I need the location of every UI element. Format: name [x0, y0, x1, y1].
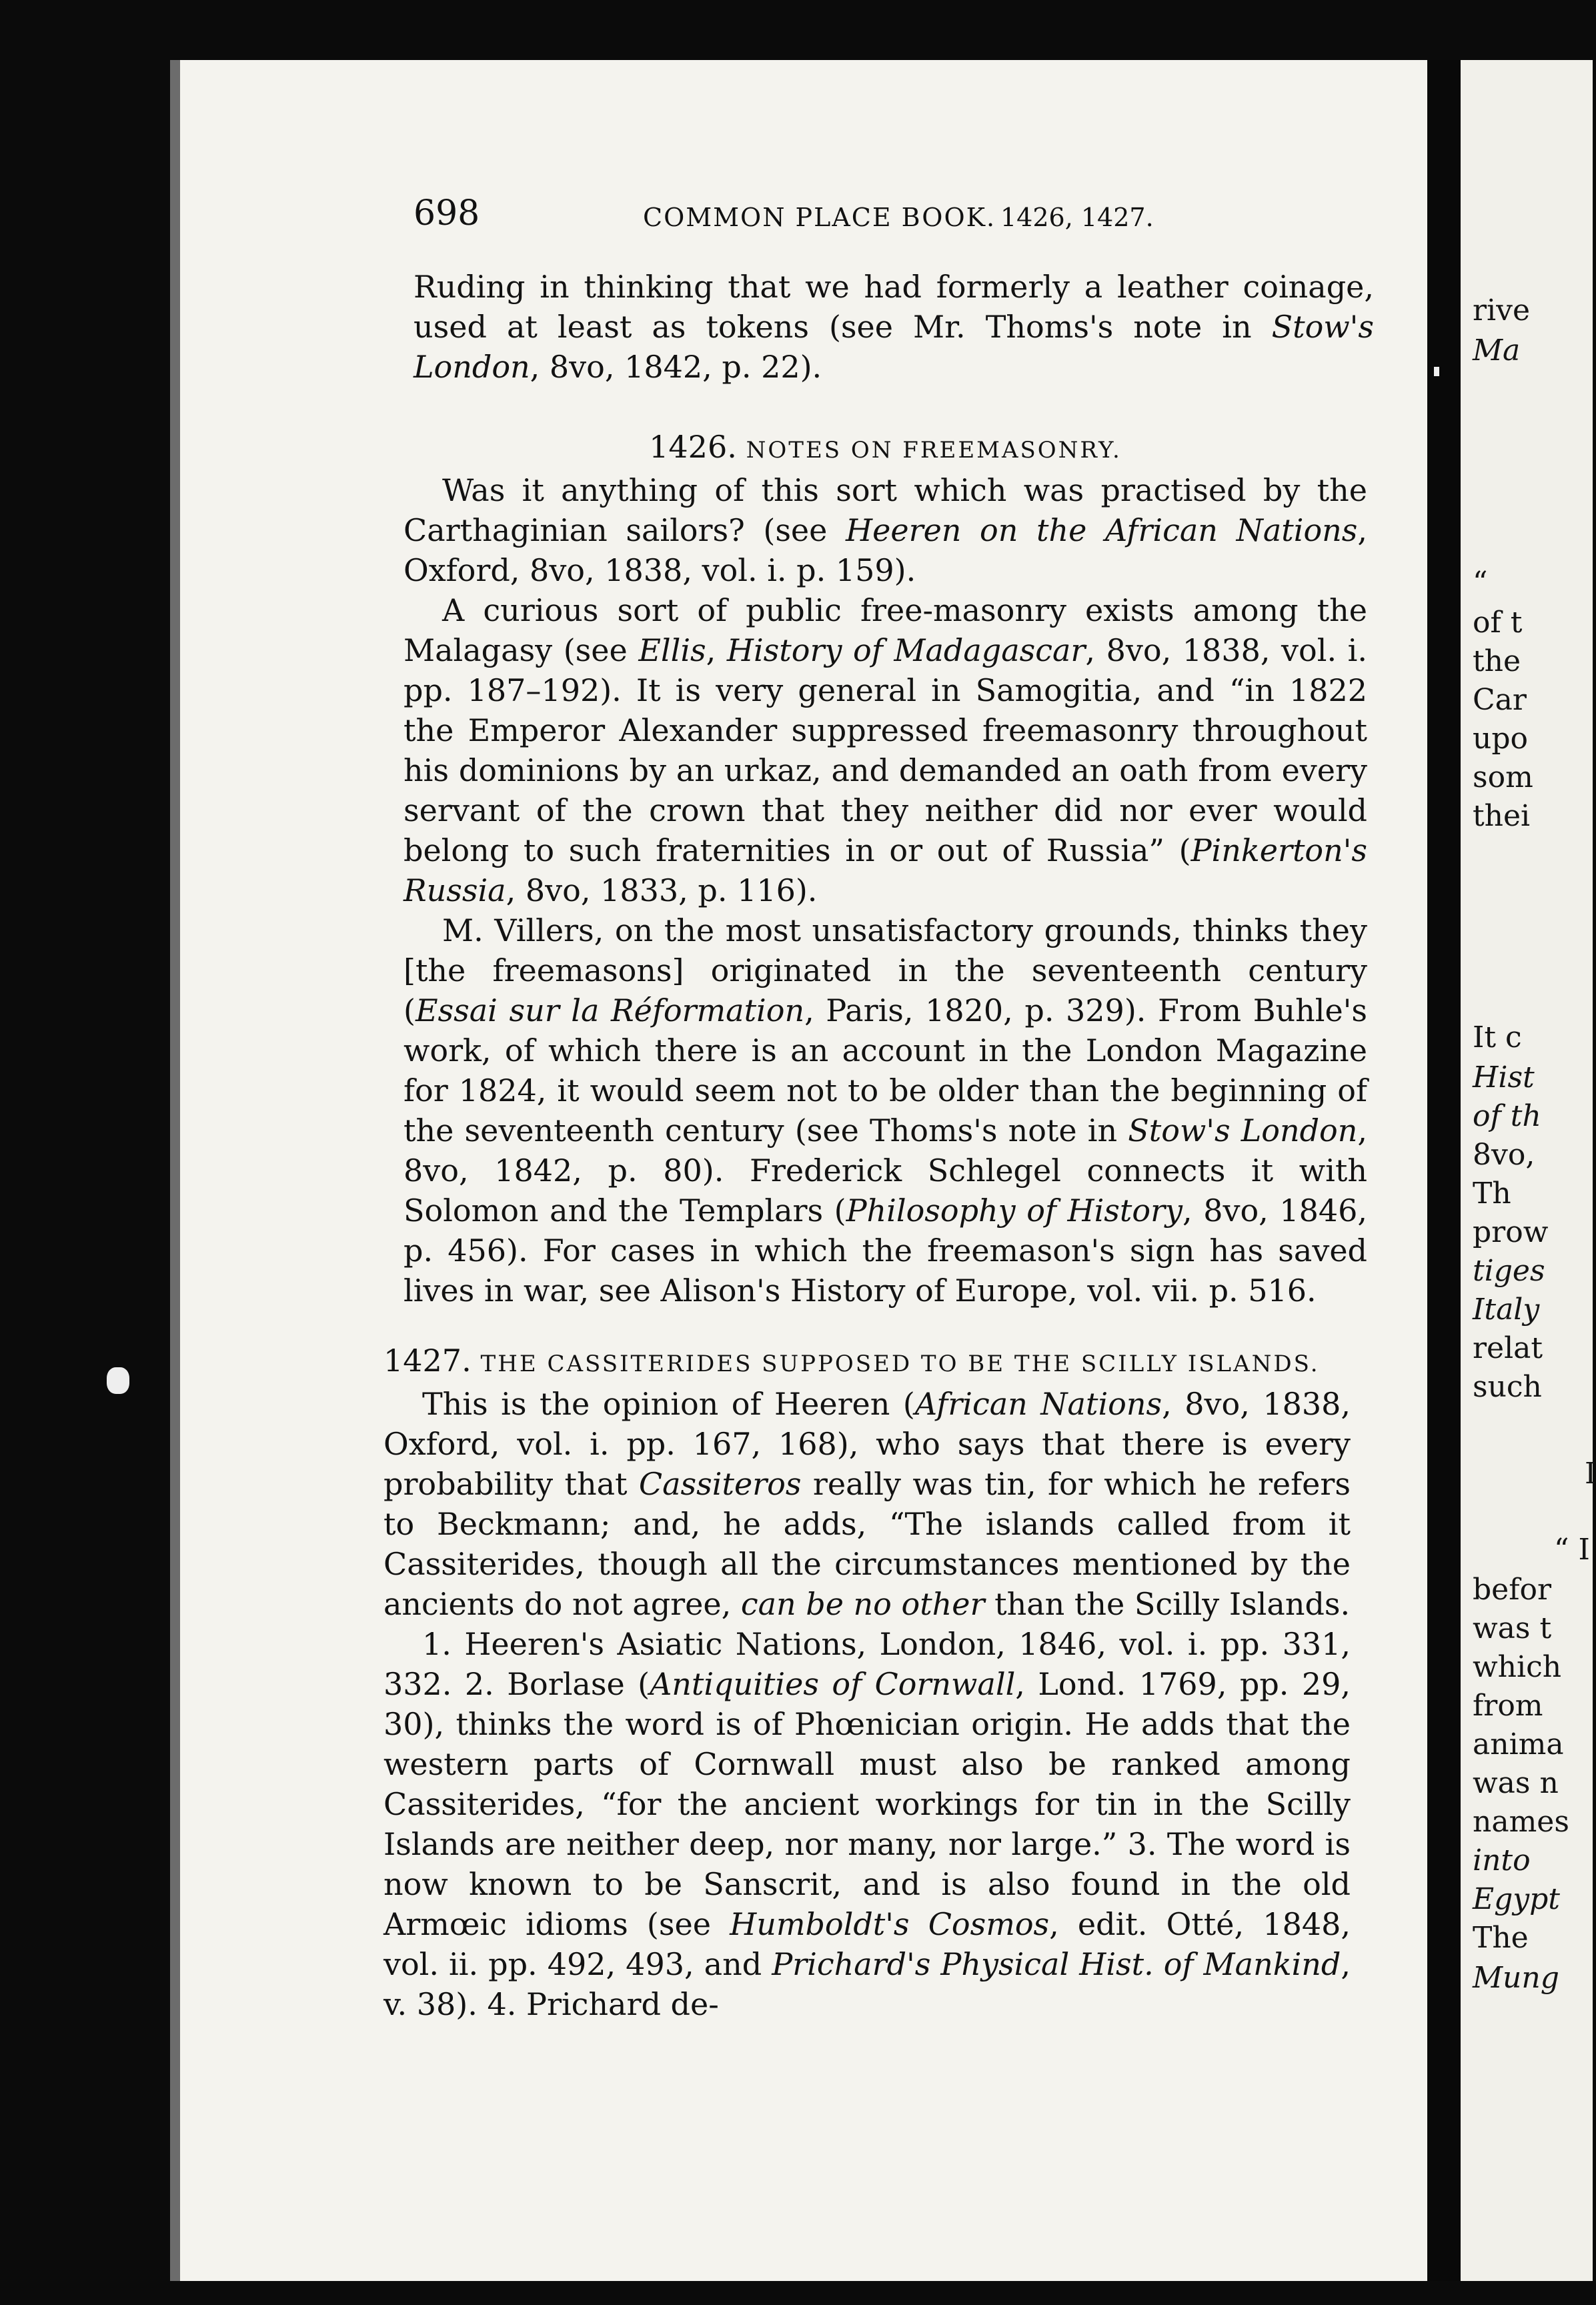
- scan-speck: [1434, 367, 1439, 376]
- right-fragment: Mung: [1473, 1961, 1559, 1995]
- running-title: COMMON PLACE BOOK.: [643, 203, 996, 232]
- right-fragment: tiges: [1473, 1254, 1545, 1288]
- text-block-continuation: [414, 267, 1374, 387]
- right-fragment: relat: [1473, 1331, 1543, 1365]
- right-fragment: prow: [1473, 1215, 1549, 1249]
- right-fragment: anima: [1473, 1727, 1564, 1761]
- right-fragment: Ma: [1473, 333, 1521, 367]
- right-fragment: the: [1473, 644, 1521, 678]
- paragraph: Was it anything of this sort which was practised by the Carthaginian sailors? (see Heeren on the African Nations, Oxford, 8vo, 1838, vol. i. p. 159).: [404, 472, 1367, 588]
- right-fragment: “: [1473, 566, 1488, 600]
- section-1426: [404, 427, 1367, 1311]
- section-heading: [383, 1341, 1351, 1384]
- book-page-right: [1461, 60, 1596, 2281]
- running-head: [414, 193, 1394, 247]
- right-fragment: Hist: [1473, 1060, 1535, 1094]
- paragraph: A curious sort of public free-masonry exists among the Malagasy (see Ellis, History of Madagascar, 8vo, 1838, vol. i. pp. 187–192). It is very general in Samogitia, and “in 1822 the Emperor Alexander suppressed freemasonry throughout his dominions by an urkaz, and demanded an oath from every servant of the crown that they neither did nor ever would belong to such fraternities in or out of Russia” (Pinkerton's Russia, 8vo, 1833, p. 116).: [404, 592, 1367, 908]
- right-fragment: 8vo,: [1473, 1138, 1535, 1172]
- right-fragment: Egypt: [1473, 1882, 1560, 1916]
- section-1427: [383, 1341, 1351, 2024]
- right-fragment: It c: [1473, 1020, 1522, 1054]
- section-number: 1426.: [649, 429, 737, 465]
- right-fragment: Car: [1473, 683, 1527, 717]
- paragraph: This is the opinion of Heeren (African Nations, 8vo, 1838, Oxford, vol. i. pp. 167, 168), who says that there is every probability that Cassiteros really was tin, for which he refers to Beckmann; and, he adds, “The islands called from it Cassiterides, though all the circumstances mentioned by the ancients do not agree, can be no other than the Scilly Islands.: [383, 1386, 1351, 1622]
- right-fragment: of t: [1473, 606, 1523, 640]
- section-title: THE CASSITERIDES SUPPOSED TO BE THE SCILLY ISLANDS.: [480, 1351, 1320, 1377]
- right-fragment: of th: [1473, 1099, 1541, 1133]
- section-heading: [404, 427, 1367, 470]
- right-fragment: The: [1473, 1921, 1529, 1955]
- right-fragment: names: [1473, 1805, 1569, 1839]
- right-fragment: was n: [1473, 1766, 1559, 1800]
- section-title: NOTES ON FREEMASONRY.: [746, 437, 1122, 464]
- scan-speck: [107, 1367, 129, 1394]
- right-fragment: Th: [1473, 1177, 1511, 1211]
- right-fragment: into: [1473, 1843, 1531, 1877]
- right-fragment: such: [1473, 1370, 1542, 1404]
- right-fragment: thei: [1473, 799, 1531, 833]
- right-fragment: rive: [1473, 293, 1531, 327]
- paragraph: 1. Heeren's Asiatic Nations, London, 1846, vol. i. pp. 331, 332. 2. Borlase (Antiquities of Cornwall, Lond. 1769, pp. 29, 30), thinks the word is of Phœnician origin. He adds that the western parts of Cornwall must also be ranked among Cassiterides, “for the ancient workings for tin in the Scilly Islands are neither deep, nor many, nor large.” 3. The word is now known to be Sanscrit, and is also found in the old Armœic idioms (see Humboldt's Cosmos, edit. Otté, 1848, vol. ii. pp. 492, 493, and Prichard's Physical Hist. of Mankind, v. 38). 4. Prichard de-: [383, 1626, 1351, 2022]
- right-fragment: Italy: [1473, 1293, 1540, 1327]
- book-gutter: [1427, 60, 1461, 2281]
- paragraph: M. Villers, on the most unsatisfactory grounds, thinks they [the freemasons] originated in the seventeenth century (Essai sur la Réformation, Paris, 1820, p. 329). From Buhle's work, of which there is an account in the London Magazine for 1824, it would seem not to be older than the beginning of the seventeenth century (see Thoms's note in Stow's London, 8vo, 1842, p. 80). Frederick Schlegel connects it with Solomon and the Templars (Philosophy of History, 8vo, 1846, p. 456). For cases in which the freemason's sign has saved lives in war, see Alison's History of Europe, vol. vii. p. 516.: [404, 912, 1367, 1309]
- right-fragment: som: [1473, 760, 1533, 794]
- right-fragment: upo: [1473, 722, 1528, 756]
- page-number: 698: [414, 193, 480, 233]
- right-fragment: befor: [1473, 1573, 1552, 1607]
- right-fragment: “ I: [1554, 1533, 1590, 1567]
- right-fragment: from: [1473, 1689, 1543, 1723]
- right-fragment: was t: [1473, 1611, 1552, 1645]
- right-fragment: which: [1473, 1650, 1562, 1684]
- running-section-numbers: 1426, 1427.: [1000, 203, 1154, 232]
- section-number: 1427.: [383, 1343, 472, 1379]
- right-fragment: I: [1585, 1457, 1596, 1491]
- paragraph: Ruding in thinking that we had formerly a leather coinage, used at least as tokens (see Mr. Thoms's note in Stow's London, 8vo, 1842, p. 22).: [414, 269, 1374, 385]
